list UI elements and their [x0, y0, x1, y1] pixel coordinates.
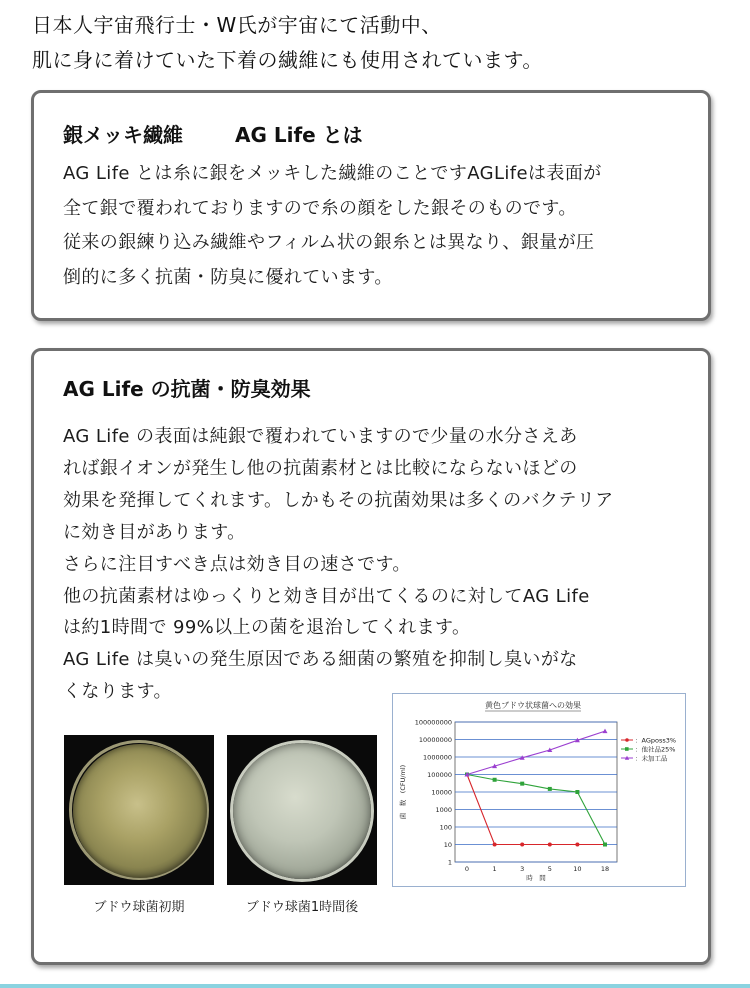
box-title: AG Life の抗菌・防臭効果	[63, 377, 311, 401]
x-tick-label: 18	[600, 865, 610, 873]
body-line: AG Life は臭いの発生原因である細菌の繁殖を抑制し臭いがな	[63, 649, 578, 671]
data-point	[575, 843, 579, 847]
body-line: 従来の銀練り込み繊維やフィルム状の銀糸とは異なり、銀量が圧	[63, 232, 595, 253]
body-line: 効果を発揮してくれます。しかもその抗菌効果は多くのバクテリア	[63, 489, 614, 511]
box-body	[63, 421, 614, 708]
x-tick-label: 10	[573, 865, 582, 873]
x-tick-label: 3	[520, 865, 525, 873]
body-line: くなります。	[63, 681, 172, 703]
x-axis-label: 時 間	[526, 874, 546, 882]
body-line: AG Life とは糸に銀をメッキした繊維のことですAGLifeは表面が	[63, 163, 602, 184]
intro-text	[32, 8, 732, 78]
intro-line: 肌に身に着けていた下着の繊維にも使用されています。	[32, 48, 543, 72]
box-title	[63, 119, 363, 148]
x-tick-label: 0	[464, 865, 470, 873]
y-tick-label: 100000000	[414, 718, 452, 727]
data-point	[520, 782, 524, 786]
petri-dish-after-1h-photo	[227, 735, 377, 885]
data-point	[493, 843, 497, 847]
chart-title: 黄色ブドウ状球菌への効果	[485, 701, 581, 710]
data-point	[548, 843, 552, 847]
body-line: さらに注目すべき点は効き目の速さです。	[63, 553, 411, 575]
data-point	[520, 843, 524, 847]
x-tick-label: 5	[547, 865, 552, 873]
data-point	[548, 787, 552, 791]
box-body	[63, 157, 602, 295]
petri-dish-initial-photo	[64, 735, 214, 885]
bacteria-count-chart	[392, 693, 686, 887]
body-line: AG Life の表面は純銀で覆われていますので少量の水分さえあ	[63, 426, 578, 447]
y-tick-label: 10000000	[418, 736, 452, 744]
y-tick-label: 100000	[427, 771, 452, 779]
legend-label: ：未加工品	[635, 754, 668, 763]
body-line: 倒的に多く抗菌・防臭に優れています。	[63, 266, 393, 288]
data-point	[493, 778, 497, 782]
intro-line: 日本人宇宙飛行士・W氏が宇宙にて活動中、	[32, 13, 442, 37]
antibacterial-effect-box	[31, 348, 711, 965]
y-tick-label: 10	[443, 841, 452, 849]
bottom-accent-line	[0, 984, 750, 988]
legend-marker	[625, 738, 629, 742]
photo-caption-initial: ブドウ球菌初期	[93, 900, 185, 915]
y-tick-label: 1000	[435, 806, 452, 814]
body-line: 他の抗菌素材はゆっくりと効き目が出てくるのに対してAG Life	[63, 585, 590, 607]
y-tick-label: 1	[447, 858, 452, 867]
body-line: 全て銀で覆われておりますので糸の顔をした銀そのものです。	[63, 197, 577, 219]
y-tick-label: 10000	[431, 788, 452, 797]
body-line: に効き目があります。	[63, 521, 246, 543]
data-point	[575, 790, 579, 794]
legend-marker	[625, 747, 629, 751]
photo-caption-after: ブドウ球菌1時間後	[245, 900, 359, 915]
legend-label: ：他社品25%	[635, 745, 676, 754]
y-axis-label: 菌 数 (CFU/ml)	[399, 764, 407, 820]
body-line: れば銀イオンが発生し他の抗菌素材とは比較にならないほどの	[63, 457, 578, 479]
y-tick-label: 100	[439, 823, 452, 832]
data-point	[603, 843, 607, 847]
ag-life-definition-box	[31, 90, 711, 321]
box-title-part-b: AG Life とは	[235, 123, 363, 147]
body-line: は約1時間で 99%以上の菌を退治してくれます。	[63, 617, 471, 639]
legend-label: ：AGposs3%	[635, 736, 677, 745]
y-tick-label: 1000000	[423, 753, 452, 762]
box-title-part-a: 銀メッキ繊維	[63, 123, 183, 147]
x-tick-label: 1	[492, 865, 497, 873]
